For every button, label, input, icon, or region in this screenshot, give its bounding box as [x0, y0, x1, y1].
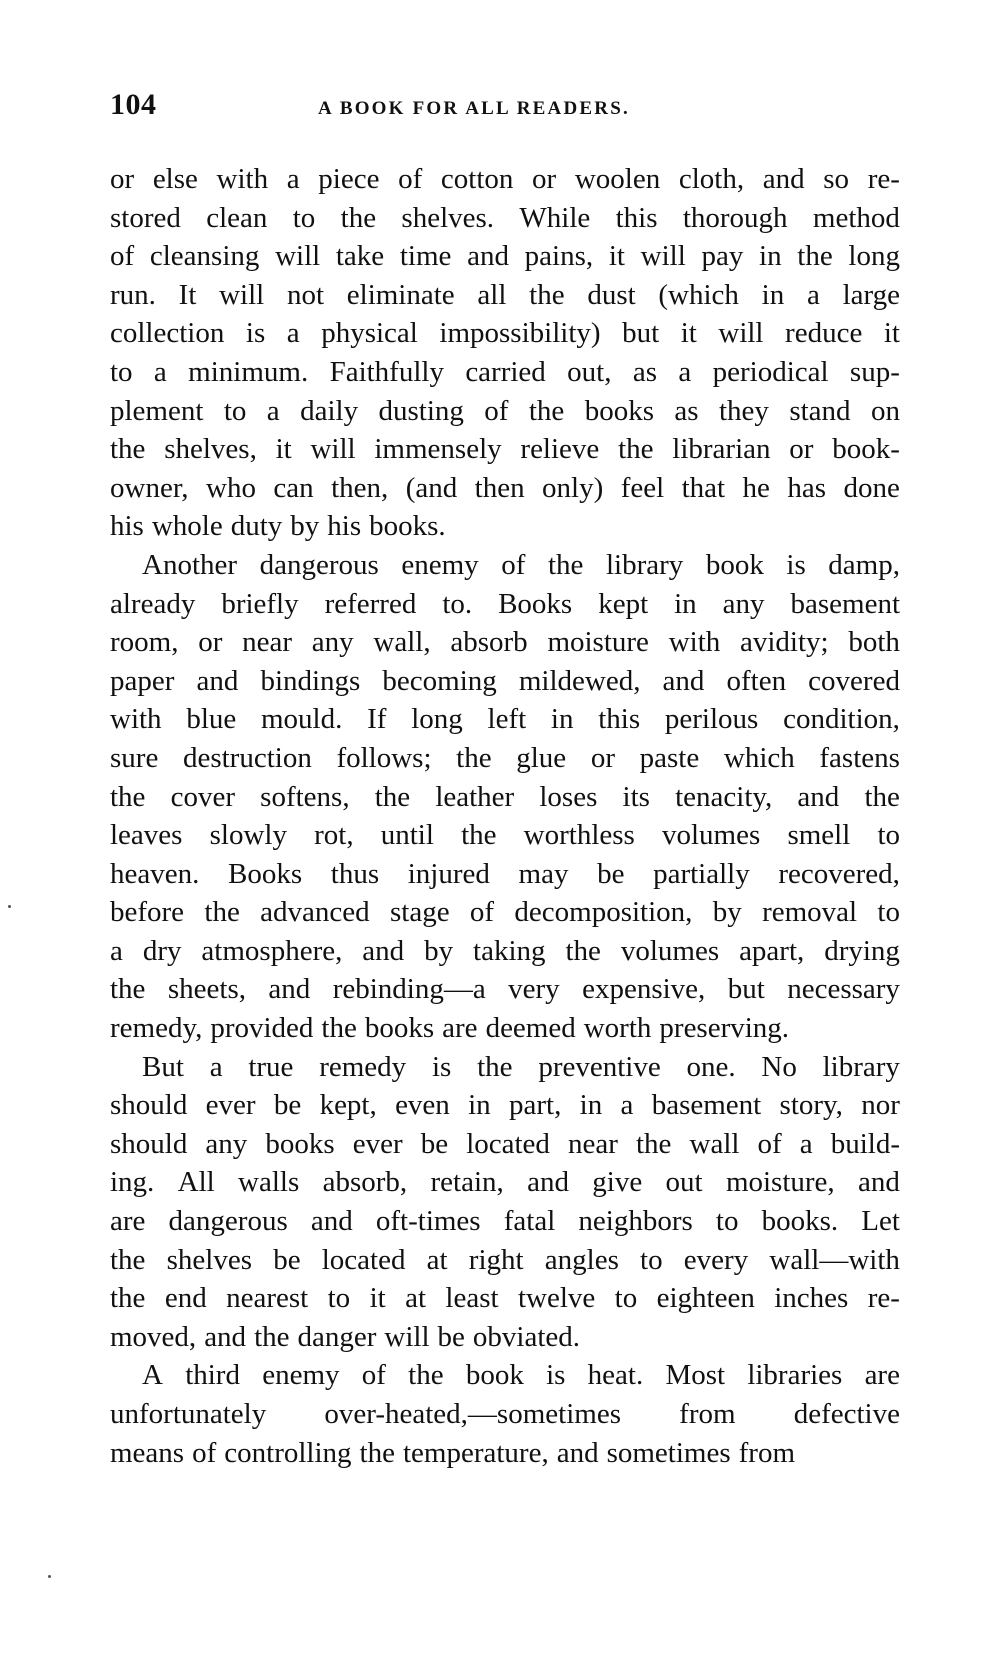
text-line: A third enemy of the book is heat. Most libraries are [142, 1359, 900, 1392]
text-line: his whole duty by his books. [110, 510, 446, 543]
text-line: remedy, provided the books are deemed worth preserving. [110, 1012, 790, 1045]
text-line: means of controlling the temperature, and sometimes from [110, 1436, 795, 1469]
text-line: the sheets, and rebinding—a very expensive, but necessary [110, 973, 900, 1006]
text-line: heaven. Books thus injured may be partially recovered, [110, 857, 900, 890]
scan-speck [8, 905, 11, 908]
text-line: are dangerous and oft-times fatal neighbors to books. Let [110, 1205, 900, 1238]
text-line: the shelves be located at right angles to every wall—with [110, 1243, 900, 1276]
text-line: paper and bindings becoming mildewed, and often covered [110, 664, 900, 697]
text-line: moved, and the danger will be obviated. [110, 1320, 581, 1353]
paragraph [110, 1356, 900, 1472]
text-line: should any books ever be located near the wall of a build- [110, 1127, 900, 1160]
text-line: already briefly referred to. Books kept in any basement [110, 587, 900, 620]
text-line: should ever be kept, even in part, in a basement story, nor [110, 1089, 900, 1122]
text-line: before the advanced stage of decomposition, by removal to [110, 896, 900, 929]
text-line: sure destruction follows; the glue or paste which fastens [110, 741, 900, 774]
text-line: But a true remedy is the preventive one. No library [142, 1050, 900, 1083]
text-line: owner, who can then, (and then only) feel that he has done [110, 471, 900, 504]
text-line: room, or near any wall, absorb moisture with avidity; both [110, 626, 900, 659]
running-title: A BOOK FOR ALL READERS. [318, 98, 630, 119]
text-line: ing. All walls absorb, retain, and give out moisture, and [110, 1166, 900, 1199]
text-line: plement to a daily dusting of the books as they stand on [110, 394, 900, 427]
text-line: the end nearest to it at least twelve to eighteen inches re- [110, 1282, 900, 1315]
text-line: leaves slowly rot, until the worthless volumes smell to [110, 819, 900, 852]
paragraph [110, 160, 900, 546]
body-text [110, 160, 900, 1472]
text-line: collection is a physical impossibility) but it will reduce it [110, 317, 900, 350]
page-number: 104 [110, 88, 157, 121]
text-line: with blue mould. If long left in this perilous condition, [110, 703, 900, 736]
paragraph [110, 546, 900, 1048]
text-line: of cleansing will take time and pains, it will pay in the long [110, 240, 900, 273]
scan-speck [48, 1575, 51, 1578]
text-line: unfortunately over-heated,—sometimes from defective [110, 1398, 900, 1430]
text-line: or else with a piece of cotton or woolen cloth, and so re- [110, 163, 900, 195]
text-line: a dry atmosphere, and by taking the volumes apart, drying [110, 934, 900, 967]
text-line: to a minimum. Faithfully carried out, as a periodical sup- [110, 355, 900, 388]
paragraph [110, 1048, 900, 1357]
text-line: Another dangerous enemy of the library book is damp, [142, 548, 900, 581]
text-line: stored clean to the shelves. While this thorough method [110, 201, 900, 234]
text-line: the cover softens, the leather loses its tenacity, and the [110, 780, 900, 813]
text-line: the shelves, it will immensely relieve the librarian or book- [110, 433, 900, 466]
text-line: run. It will not eliminate all the dust (which in a large [110, 278, 900, 311]
page-header [110, 88, 910, 138]
